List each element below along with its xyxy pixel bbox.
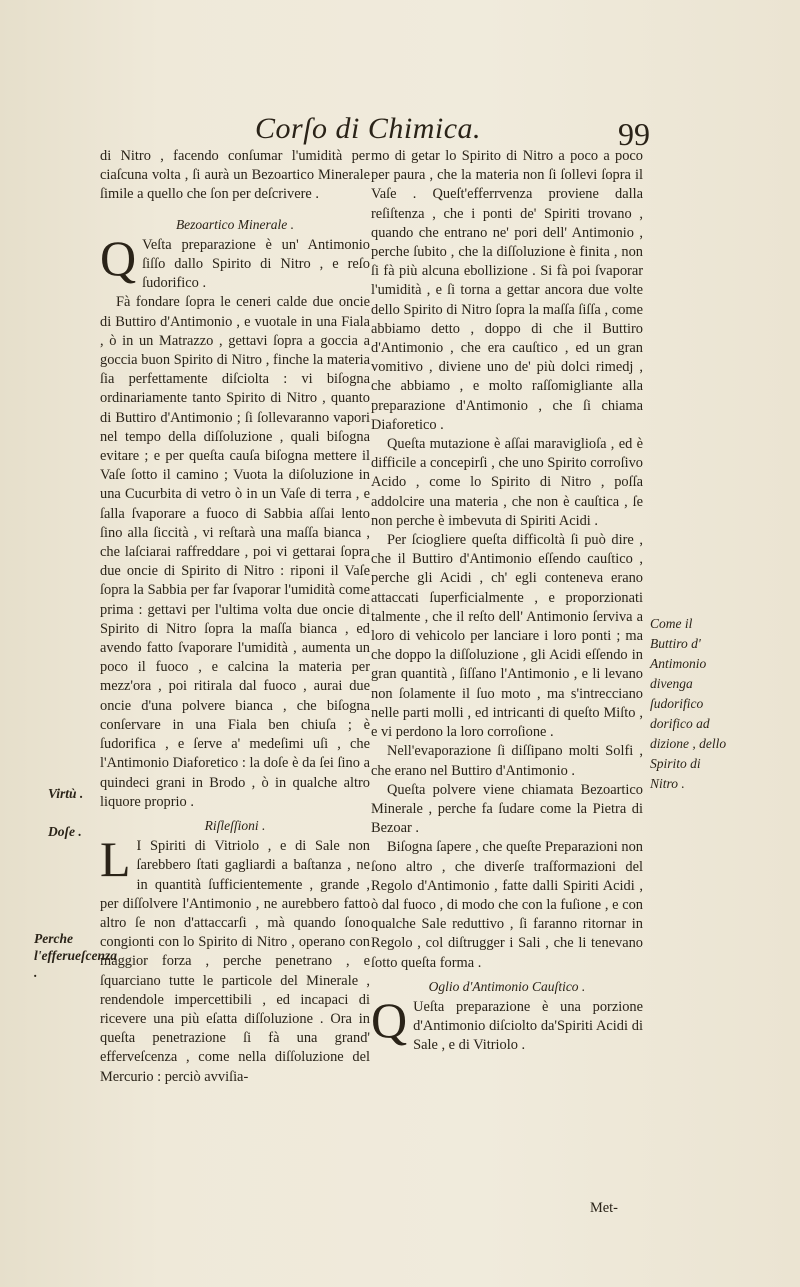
paragraph: Queſta polvere viene chiamata Bezoartico Minerale , perche fa ſudare come la Pietra di Bezoar . — [371, 781, 643, 837]
margin-note-virtu: Virtù . — [48, 786, 84, 801]
section-heading: Oglio d'Antimonio Cauſtico . — [428, 978, 586, 994]
drop-cap: Q — [371, 991, 408, 1048]
section-heading: Riſleſſioni . — [204, 817, 266, 833]
paragraph: Q Veſta preparazione è un' Antimonio ſiſſo dallo Spirito di Nitro , e reſo ſudorifico . — [100, 229, 370, 292]
section-heading: Bezoartico Minerale . — [175, 216, 295, 232]
margin-note-dose: Doſe . — [48, 824, 82, 839]
running-title: Corſo di Chimica. — [255, 112, 482, 145]
page-number: 99 — [618, 116, 650, 152]
paragraph: Fà fondare ſopra le ceneri calde due oncie di Buttiro d'Antimonio , e vuotale in una Fiala , ò in un Matrazzo , gettavi ſopra a goccia a goccia buon Spirito di Nitro , finche la materia ſia perfettamente diſciolta : vi biſogna ordinariamente tanto Spirito di Nitro , quanto di Buttiro d'Antimonio ; ſi ſollevaranno vapori nel tempo della diſſoluzione , quali biſogna evitare ; e per queſta cauſa biſogna mettere il Vaſe ſotto il camino ; Vuota la diſoluzione in una Cucurbita di vetro ò in un Vaſe di terra , e ſalla ſvaporare a fuoco di Sabbia aſſai lento ſino alla ſiccità , vi reſtarà una maſſa bianca , che laſciarai raffreddare , poi vi gettarai ſopra due oncie di Spirito di Nitro : riponi il Vaſe ſopra la Sabbia per far ſvaporar l'umidità come prima : gettavi per l'ultima volta due oncie di Spirito di Nitro ſopra la maſſa bianca , ed avendo fatto ſvaporare l'umidità , aumenta un poco il fuoco , e calcina la materia per mezz'ora , poi ritirala dal fuoco , aurai due oncie d'una polvere bianca , che biſogna conſervare in una Fiala ben chiuſa ; è ſudorifica , e ſerve a' medeſimi uſi , che l'Antimonio Diaforetico : la doſe è da ſei ſino a quindeci grani in Brodo , ò in qualche altro liquore proprio . — [100, 294, 370, 810]
paragraph: Nell'evaporazione ſi diſſipano molti Solfi , che erano nel Buttiro d'Antimonio . — [371, 743, 643, 779]
paragraph: Biſogna ſapere , che queſte Preparazioni non ſono altro , che diverſe traſformazioni del Regolo d'Antimonio , fatte dalli Spiriti Acidi , ò dal fuoco , di modo che con la fuſione , e con qualche Sale reduttivo , ſi faranno ritornar in Regolo , col diſtrugger i Sali , che li tenevano ſotto queſta forma . — [371, 839, 643, 971]
paragraph: L I Spiriti di Vitriolo , e di Sale non ſarebbero ſtati gagliardi a baſtanza , ne in quantità ſufficientemente , grande , per diſſolvere l'Antimonio , ne aurebbero fatto altro ſe non d'attaccarſi , mà quando ſono congionti con lo Spirito di Nitro , operano con maggior forza , perche penetrano , e ſquarciano tutte le particole del Minerale , rendendole impercettibili , ed incapaci di ricevere una più eſatta diſſoluzione . Ora in queſta penetrazione ſi fà una grand' efferveſcenza , come nella diſſoluzione del Mercurio : perciò avviſia- — [100, 831, 370, 1085]
paragraph: Queſta mutazione è aſſai maraviglioſa , ed è difficile a concepirſi , che uno Spirito corroſivo Acido , come lo Spirito di Nitro , poſſa addolcire una materia , che non è cauſtica , ſe non perche è imbevuta di Spiriti Acidi . — [371, 436, 643, 529]
right-column — [371, 147, 643, 1056]
paragraph: mo di getar lo Spirito di Nitro a poco a poco per paura , che la materia non ſi ſollevi ſopra il Vaſe . Queſt'efferrvenza proviene dalla reſiſtenza , che i ponti de' Spiriti trovano , quando che entrano ne' pori dell' Antimonio , perche ſubito , che la diſſoluzione è finita , non ſi fà più alcuna ebollizione . Si fà poi ſvaporar l'umidità , e ſi torna a gettar ancora due volte dello Spirito di Nitro ſopra la maſſa ſiſſa , come abbiamo detto , doppo di che il Buttiro d'Antimonio , che era cauſtico , ed un gran vomitivo , diviene uno de' più dolci rimedj , che abbiamo , e molto raſſomigliante alla preparazione d'Antimonio , che ſi chiama Diaforetico . — [371, 148, 643, 433]
margin-note-right: Come il Buttiro d' Antimonio divenga ſudorifico dorifico ad dizione , dello Spirito di Nitro . — [650, 616, 727, 791]
paragraph: Q Ueſta preparazione è una porzione d'Antimonio diſciolto da'Spiriti Acidi di Sale , e di Vitriolo . — [371, 991, 643, 1054]
paragraph: di Nitro , facendo conſumar l'umidità per ciaſcuna volta , ſi aurà un Bezoartico Minerale ſimile a quello che ſon per deſcrivere . — [100, 148, 370, 203]
left-column — [100, 147, 370, 1087]
drop-cap: L — [100, 831, 131, 888]
margin-note-perche: Perche l'efferueſcenza . — [34, 931, 117, 980]
paragraph: Per ſciogliere queſta difficoltà ſi può dire , che il Buttiro d'Antimonio eſſendo cauſtico , perche gli Acidi , ch' egli conteneva erano attaccati ſuperficialmente , e proporzionati talmente , che il reſto dell' Antimonio ſerviva a loro di vehicolo per lanciare i loro ponti ; ma che doppo la diſſoluzione , gli Acidi eſſendo in gran quantità , ſiſſano l'Antimonio , e li levano non ſolamente il ſuo moto , ma s'intrecciano nelle parti molli , ed intricanti di queſto Miſto , e vi perdono la loro corroſione . — [371, 532, 643, 741]
drop-cap: Q — [100, 229, 137, 286]
catchword: Met- — [590, 1200, 618, 1216]
